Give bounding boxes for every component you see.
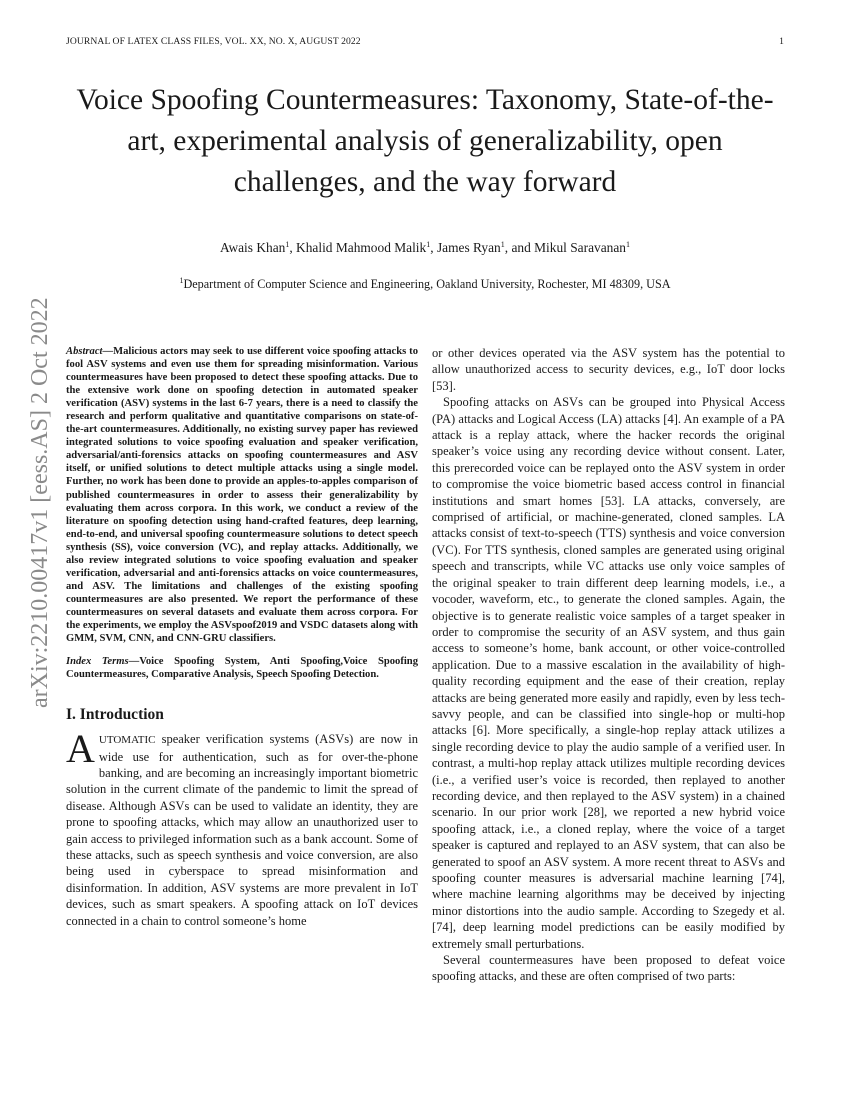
abstract [66,345,418,645]
author-sup: 1 [426,240,431,249]
affiliation-sup: 1 [179,276,184,285]
journal-header: JOURNAL OF LATEX CLASS FILES, VOL. XX, NO. X, AUGUST 2022 [66,36,361,47]
abstract-text: —Malicious actors may seek to use different voice spoofing attacks to fool ASV systems and even use them for spreading misinformation. Various countermeasures have been proposed to detect these spoofing attacks. Due to the extensive work done on spoofing detection in automated speaker verification (ASV) systems in the last 6-7 years, there is a need to classify the research and perform qualitative and quantitative comparisons on state-of-the-art countermeasures. Additionally, no existing survey paper has reviewed integrated solutions to voice spoofing evaluation and speaker verification, adversarial/anti-forensics attacks on spoofing countermeasures and ASV itself, or unified solutions to detect multiple attacks using a single model. Further, no work has been done to provide an apples-to-apples comparison of published countermeasures in order to assess their generalizability by evaluating them across corpora. In this work, we conduct a review of the literature on spoofing detection using hand-crafted features, deep learning, end-to-end, and universal spoofing countermeasure solutions to detect speech synthesis (SS), voice conversion (VC), and replay attacks. Additionally, we also review integrated solutions to voice spoofing evaluation and speaker verification, adversarial and anti-forensics attacks on voice countermeasures, and ASV. The limitations and challenges of the existing spoofing countermeasures are also presented. We report the performance of these countermeasures on several datasets and evaluate them across corpora. For the experiments, we employ the ASVspoof2019 and VSDC datasets along with GMM, SVM, CNN, and CNN-GRU classifiers. [66,346,418,645]
body-paragraph: Several countermeasures have been proposed to defeat voice spoofing attacks, and these are often comprised of two parts: [432,953,785,984]
affiliation-text: Department of Computer Science and Engineering, Oakland University, Rochester, MI 48309, USA [183,277,671,291]
author-sup: 1 [626,240,630,249]
left-column [66,345,418,929]
author-name: Mikul Saravanan [534,240,626,255]
author-name: Khalid Mahmood Malik [296,240,427,255]
page-number: 1 [779,36,784,47]
running-header [66,36,784,50]
right-column [432,345,785,985]
author-name: James Ryan [436,240,501,255]
body-paragraph: Spoofing attacks on ASVs can be grouped into Physical Access (PA) attacks and Logical Access (LA) attacks [4]. An example of a PA attack is a replay attack, where the hacker records the original speaker’s voice using any recording device without consent. Later, this prerecorded voice can be replayed onto the ASV system in order to compromise the voice biometric based access control in financial institutions and smart homes [53]. LA attacks, conversely, are comprised of artificial, or machine-generated, cloned samples. LA attacks consist of text-to-speech (TTS) synthesis and voice conversion (VC). For TTS synthesis, cloned samples are generated using original speech and transcripts, while VC attacks use only voice samples of the original speaker to train different deep learning models, i.e., a vocoder, waveform, etc., to generate the cloned samples. Again, the objective is to generate realistic voice samples of a target speaker in order to compromise the security of an ASV system, and thus gain access to someone’s home, bank account, or other voice-controlled application. Due to a massive escalation in the availability of high-quality recording equipment and the ease of their creation, replay attacks are being generated more easily and rapidly, even by less tech-savvy people, and can be classified into single-hop or multi-hop attacks [6]. More specifically, a single-hop replay attack utilizes a single recording device to play the audio sample of a verified user. In contrast, a multi-hop replay attack utilizes multiple recording devices (i.e., a verified user’s voice is recorded, then replayed to another recording device, and then replayed to the ASV system) in a chained scenario. In our prior work [28], we reported a new hybrid voice spoofing attack, i.e., a cloned replay, where the voice of a target speaker is captured and replayed to an ASV system, that can also be generated to spoof an ASV system. A more recent threat to ASVs and spoofing counter measures is adversarial machine learning [74], where machine learning algorithms may be deceived by injecting minor distortions into the audio sample. According to Szegedy et al. [74], deep learning model predictions can be easily modified by extremely small perturbations. [432,395,785,951]
section-heading: I. Introduction [66,706,164,724]
intro-paragraph [66,726,418,929]
author-sup: 1 [500,240,505,249]
drop-cap: A [66,726,95,772]
author-sup: 1 [285,240,290,249]
author-name: Awais Khan [220,240,286,255]
arxiv-stamp: arXiv:2210.00417v1 [eess.AS] 2 Oct 2022 [27,297,53,708]
intro-text: speaker verification systems (ASVs) are now in wide use for authentication, such as for over-the-phone banking, and are becoming an increasingly important biometric solution in the current climate of the pandemic to limit the spread of disease. Although ASVs can be used to validate an identity, they are prone to spoofing attacks, which may allow an unauthorized user to gain access to privileged information such as a bank account. Some of these attacks, such as speech synthesis and voice conversion, are also being used in cyberspace to spread misinformation and disinformation. In addition, ASV systems are more prevalent in IoT devices, such as smart speakers. A spoofing attack on IoT devices connected in a chain to control someone’s home [66,732,418,928]
paper-title: Voice Spoofing Countermeasures: Taxonomy, State-of-the-art, experimental analysis of generalizability, open challenges, and the way forward [76,84,774,198]
abstract-label: Abstract [66,346,103,357]
index-terms-label: Index Terms [66,656,129,668]
index-terms-text: —Voice Spoofing System, Anti Spoofing,Voice Spoofing Countermeasures, Comparative Analysis, Speech Spoofing Detection. [66,656,418,681]
index-terms [66,655,418,681]
intro-continued: or other devices operated via the ASV system has the potential to allow unauthorized access to security devices, e.g., IoT door locks [53]. [432,346,785,393]
author-list: Awais Khan$^1$, Khalid Mahmood Malik$^1$, James Ryan$^1$, and Mikul Saravanan$^1$ [220,240,630,255]
lead-caps: UTOMATIC [98,734,156,747]
affiliation [66,277,784,292]
